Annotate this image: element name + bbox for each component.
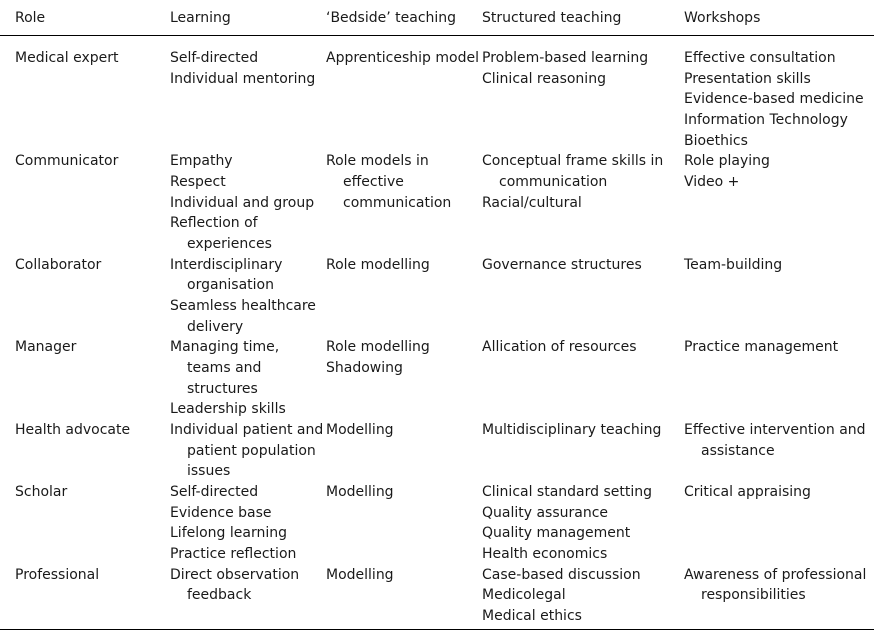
cell-line: Modelling — [326, 422, 394, 439]
cell-line: Individual patient and — [170, 422, 324, 439]
cell-line: Health advocate — [15, 422, 131, 439]
cell-structured-teaching — [482, 482, 678, 565]
cell-bedside-teaching — [326, 151, 476, 213]
cell-workshops — [684, 255, 870, 276]
cell-line: issues — [187, 463, 231, 480]
cell-bedside-teaching — [326, 255, 476, 276]
table-row — [0, 337, 874, 420]
cell-line: organisation — [187, 277, 274, 294]
cell-line: teams and — [187, 360, 262, 377]
cell-learning — [170, 151, 320, 254]
cell-line: Information Technology — [684, 111, 848, 128]
cell-line: Communicator — [15, 153, 119, 170]
cell-bedside-teaching — [326, 48, 479, 69]
cell-line: Medical ethics — [482, 608, 582, 625]
cell-line: Individual mentoring — [170, 70, 316, 87]
cell-learning — [170, 48, 320, 89]
cell-line: Awareness of professional — [684, 566, 867, 583]
cell-learning — [170, 337, 320, 420]
cell-learning — [170, 420, 324, 482]
cell-line: Seamless healthcare — [170, 298, 316, 314]
table-body — [0, 48, 874, 627]
table-row — [0, 420, 874, 482]
cell-line: Problem-based learning — [482, 50, 649, 66]
cell-line: Conceptual frame skills in — [482, 153, 664, 170]
cell-line: Self-directed — [170, 50, 259, 66]
cell-line: Quality assurance — [482, 504, 609, 521]
cell-line: Evidence-based medicine — [684, 91, 864, 108]
cell-line: Health economics — [482, 546, 608, 562]
cell-line: Role models in — [326, 153, 429, 170]
cell-role — [15, 482, 165, 503]
cell-learning — [170, 255, 320, 338]
cell-bedside-teaching — [326, 420, 476, 441]
cell-line: Effective intervention and — [684, 422, 866, 439]
cell-structured-teaching — [482, 255, 678, 276]
cell-line: Team-building — [684, 256, 783, 273]
cell-line: Quality management — [482, 525, 631, 542]
table-row — [0, 565, 874, 627]
cell-line: Modelling — [326, 566, 394, 583]
cell-role — [15, 337, 165, 358]
table-row — [0, 255, 874, 338]
cell-line: Interdisciplinary — [170, 256, 283, 273]
cell-learning — [170, 565, 320, 606]
cell-line: Shadowing — [326, 360, 403, 377]
table-row — [0, 482, 874, 565]
cell-line: Video + — [684, 174, 740, 190]
cell-structured-teaching — [482, 565, 678, 627]
cell-role — [15, 255, 165, 276]
cell-line: Medicolegal — [482, 587, 566, 604]
cell-bedside-teaching — [326, 565, 476, 586]
cell-line: Effective consultation — [684, 50, 836, 66]
cell-line: Allication of resources — [482, 339, 637, 356]
header-role: Role — [15, 10, 46, 26]
cell-learning — [170, 482, 320, 565]
cell-role — [15, 151, 165, 172]
cell-line: Leadership skills — [170, 401, 286, 418]
cell-line: Governance structures — [482, 256, 642, 273]
cell-line: Professional — [15, 566, 100, 583]
cell-line: patient population — [187, 442, 316, 459]
cell-structured-teaching — [482, 337, 678, 358]
cell-line: Apprenticeship model — [326, 50, 479, 66]
cell-line: Individual and group — [170, 194, 315, 211]
table-header — [0, 0, 874, 35]
cell-workshops — [684, 482, 870, 503]
cell-line: Empathy — [170, 153, 233, 170]
cell-workshops — [684, 48, 870, 151]
cell-bedside-teaching — [326, 337, 476, 378]
cell-line: Clinical standard setting — [482, 484, 653, 501]
cell-line: Racial/cultural — [482, 194, 582, 211]
cell-role — [15, 420, 165, 441]
cell-line: Multidisciplinary teaching — [482, 422, 662, 439]
cell-line: Scholar — [15, 484, 68, 501]
header-workshops: Workshops — [684, 10, 761, 26]
cell-line: communication — [499, 174, 608, 190]
cell-line: Evidence base — [170, 504, 272, 521]
table-row — [0, 48, 874, 151]
cell-line: Clinical reasoning — [482, 70, 606, 87]
cell-line: Managing time, — [170, 339, 280, 356]
header-bedside-teaching: ‘Bedside’ teaching — [326, 10, 457, 26]
cell-structured-teaching — [482, 151, 678, 213]
cell-line: Reflection of — [170, 215, 258, 232]
table-row — [0, 151, 874, 254]
cell-line: Case-based discussion — [482, 566, 641, 583]
cell-line: feedback — [187, 587, 252, 604]
cell-line: assistance — [701, 442, 775, 459]
cell-line: Critical appraising — [684, 484, 811, 501]
cell-line: Practice reflection — [170, 546, 297, 562]
cell-line: Self-directed — [170, 484, 259, 501]
cell-role — [15, 48, 165, 69]
cell-line: Role modelling — [326, 339, 430, 356]
cell-workshops — [684, 337, 870, 358]
cell-structured-teaching — [482, 420, 678, 441]
cell-workshops — [684, 565, 870, 606]
cell-line: Practice management — [684, 339, 839, 356]
cell-line: experiences — [187, 235, 272, 252]
cell-line: Role playing — [684, 153, 770, 170]
header-divider — [0, 35, 874, 36]
cell-line: Presentation skills — [684, 70, 811, 87]
cell-line: communication — [343, 194, 452, 211]
cell-line: effective — [343, 174, 404, 190]
cell-workshops — [684, 151, 870, 192]
cell-workshops — [684, 420, 870, 461]
cell-bedside-teaching — [326, 482, 476, 503]
cell-structured-teaching — [482, 48, 678, 89]
cell-line: delivery — [187, 318, 244, 335]
header-learning: Learning — [170, 10, 231, 26]
cell-line: structures — [187, 380, 258, 397]
cell-line: Respect — [170, 174, 226, 190]
cell-line: Direct observation — [170, 566, 300, 583]
cell-line: Manager — [15, 339, 77, 356]
cell-line: responsibilities — [701, 587, 806, 604]
cell-line: Medical expert — [15, 50, 119, 66]
cell-line: Role modelling — [326, 256, 430, 273]
cell-line: Collaborator — [15, 256, 102, 273]
header-structured-teaching: Structured teaching — [482, 10, 622, 26]
cell-line: Bioethics — [684, 132, 748, 149]
cell-role — [15, 565, 165, 586]
cell-line: Modelling — [326, 484, 394, 501]
cell-line: Lifelong learning — [170, 525, 288, 542]
